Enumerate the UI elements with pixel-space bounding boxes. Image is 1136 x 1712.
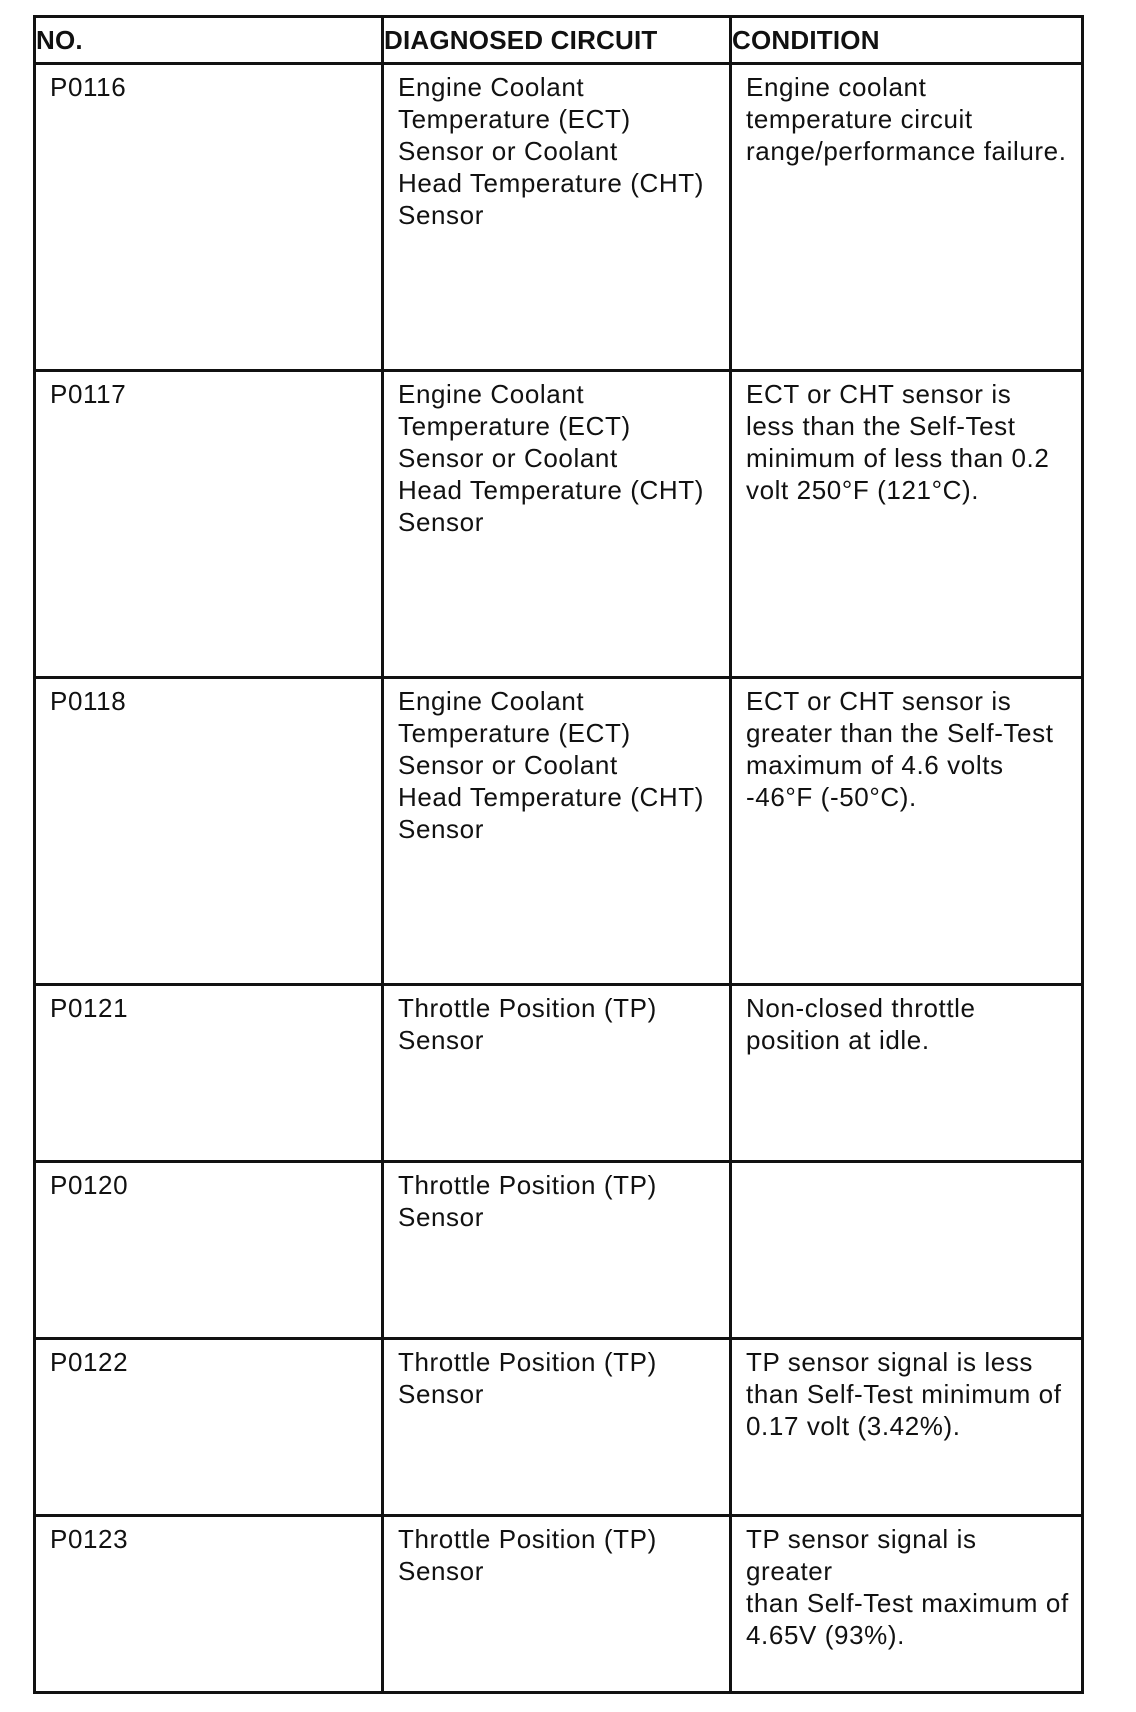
diagnosed-circuit: Throttle Position (TP) Sensor — [398, 1347, 657, 1409]
condition-text: Engine coolant temperature circuit range/performance failure. — [746, 72, 1067, 166]
cell-no — [35, 64, 383, 371]
condition-text — [732, 1163, 1081, 1169]
diagnosed-circuit: Throttle Position (TP) Sensor — [398, 1170, 657, 1232]
table-row — [35, 1162, 1083, 1339]
cell-circuit — [383, 1516, 731, 1693]
dtc-code: P0118 — [50, 686, 127, 716]
header-no: NO. — [35, 17, 383, 64]
diagnosed-circuit: Engine Coolant Temperature (ECT) Sensor or Coolant Head Temperature (CHT) Sensor — [398, 686, 705, 844]
cell-circuit — [383, 1339, 731, 1516]
cell-no — [35, 678, 383, 985]
cell-circuit — [383, 678, 731, 985]
cell-no — [35, 1339, 383, 1516]
diagnosed-circuit: Throttle Position (TP) Sensor — [398, 993, 657, 1055]
table-row — [35, 678, 1083, 985]
cell-no — [35, 985, 383, 1162]
dtc-code: P0120 — [50, 1170, 129, 1200]
cell-circuit — [383, 64, 731, 371]
header-diagnosed-circuit: DIAGNOSED CIRCUIT — [383, 17, 731, 64]
diagnosed-circuit: Engine Coolant Temperature (ECT) Sensor or Coolant Head Temperature (CHT) Sensor — [398, 379, 705, 537]
cell-condition — [731, 64, 1083, 371]
table-row — [35, 64, 1083, 371]
diagnosed-circuit: Engine Coolant Temperature (ECT) Sensor or Coolant Head Temperature (CHT) Sensor — [398, 72, 705, 230]
condition-text: ECT or CHT sensor is greater than the Self-Test maximum of 4.6 volts -46°F (-50°C). — [746, 686, 1054, 812]
table-header-row — [35, 17, 1083, 64]
table-row — [35, 1339, 1083, 1516]
condition-text: ECT or CHT sensor is less than the Self-Test minimum of less than 0.2 volt 250°F (121°C). — [746, 379, 1050, 505]
cell-no — [35, 1162, 383, 1339]
dtc-code: P0122 — [50, 1347, 129, 1377]
table-row — [35, 985, 1083, 1162]
dtc-code: P0117 — [50, 379, 127, 409]
cell-condition — [731, 371, 1083, 678]
header-condition: CONDITION — [731, 17, 1083, 64]
cell-condition — [731, 1516, 1083, 1693]
cell-no — [35, 1516, 383, 1693]
dtc-table — [33, 15, 1084, 1694]
table-row — [35, 371, 1083, 678]
condition-text: Non-closed throttle position at idle. — [746, 993, 976, 1055]
cell-no — [35, 371, 383, 678]
cell-circuit — [383, 371, 731, 678]
cell-condition — [731, 985, 1083, 1162]
cell-circuit — [383, 1162, 731, 1339]
dtc-code: P0123 — [50, 1524, 129, 1554]
cell-condition — [731, 1162, 1083, 1339]
cell-condition — [731, 678, 1083, 985]
condition-text: TP sensor signal is less than Self-Test minimum of 0.17 volt (3.42%). — [746, 1347, 1062, 1441]
condition-text: TP sensor signal is greater than Self-Test maximum of 4.65V (93%). — [746, 1524, 1069, 1650]
table-row — [35, 1516, 1083, 1693]
diagnosed-circuit: Throttle Position (TP) Sensor — [398, 1524, 657, 1586]
dtc-code: P0121 — [50, 993, 129, 1023]
cell-circuit — [383, 985, 731, 1162]
cell-condition — [731, 1339, 1083, 1516]
dtc-code: P0116 — [50, 72, 127, 102]
